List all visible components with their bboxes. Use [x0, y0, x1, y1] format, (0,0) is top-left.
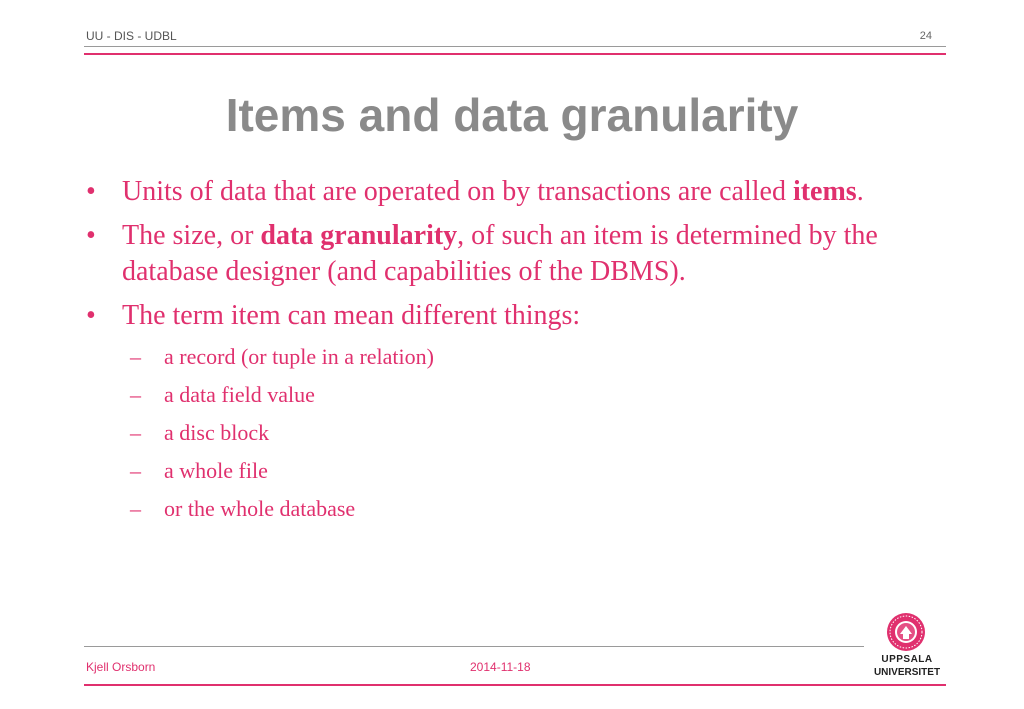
dash-marker: – [130, 496, 141, 521]
bullet-text: Units of data that are operated on by transactions are called [122, 176, 793, 207]
sub-bullet-item [86, 458, 946, 484]
sub-bullet-item [86, 420, 946, 446]
sub-bullet-text: a whole file [164, 458, 268, 483]
slide-title: Items and data granularity [225, 89, 799, 141]
sub-bullet-item [86, 344, 946, 370]
sub-bullet-text: or the whole database [164, 496, 356, 521]
bullet-bold-term: data granularity [260, 220, 458, 251]
bullet-text-end: . [856, 176, 864, 207]
bullet-marker: • [86, 220, 96, 251]
header-course-label: UU - DIS - UDBL [86, 29, 177, 43]
footer-divider [84, 646, 864, 647]
sub-bullet-item [86, 496, 946, 522]
bullet-marker: • [86, 176, 96, 207]
university-seal-icon [886, 612, 926, 652]
dash-marker: – [130, 344, 141, 369]
header-accent-rule [84, 53, 946, 55]
sub-bullet-item [86, 382, 946, 408]
header-divider [84, 46, 946, 47]
sub-bullet-text: a disc block [164, 420, 270, 445]
bullet-marker: • [86, 300, 96, 331]
bullet-text: The term item can mean different things: [122, 300, 581, 331]
sub-bullet-text: a data field value [164, 382, 315, 407]
page-number: 24 [919, 30, 932, 42]
footer-date: 2014-11-18 [470, 660, 531, 674]
bullet-bold-term: items [792, 176, 857, 207]
dash-marker: – [130, 382, 141, 407]
dash-marker: – [130, 458, 141, 483]
logo-text-line1: UPPSALA [881, 654, 933, 665]
dash-marker: – [130, 420, 141, 445]
bullet-item [86, 174, 946, 210]
footer-author: Kjell Orsborn [86, 660, 156, 674]
university-logo [864, 612, 950, 682]
sub-bullet-text: a record (or tuple in a relation) [164, 344, 434, 369]
bullet-item [86, 298, 946, 334]
footer-accent-rule [84, 684, 946, 686]
logo-text-line2: UNIVERSITET [873, 667, 941, 678]
bullet-item [86, 218, 946, 290]
bullet-text-end: , of such an item is determined by the database designer (and capabilities of the DBMS). [122, 220, 878, 287]
bullet-text: The size, or [122, 220, 261, 251]
slide-content [86, 174, 946, 534]
